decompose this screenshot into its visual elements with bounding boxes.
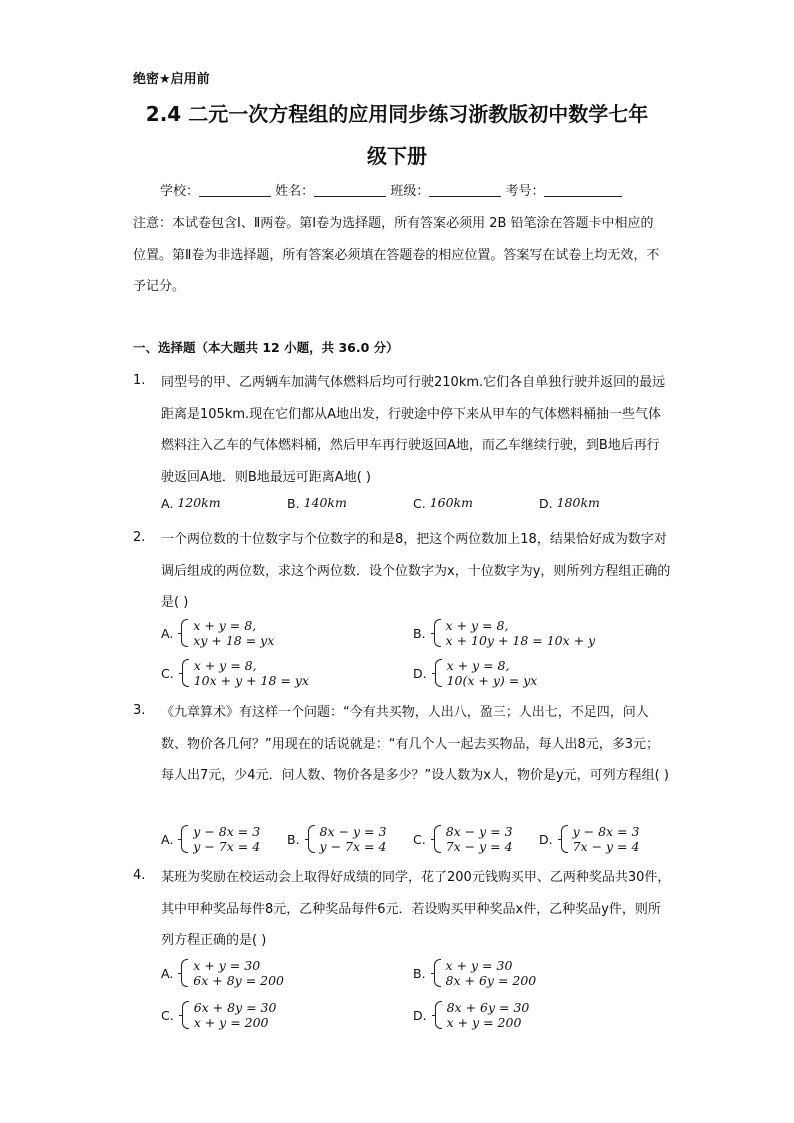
option-b[interactable]	[287, 495, 347, 511]
option-label: B.	[413, 965, 426, 981]
equation-system: 6x + 8y = 30 x + y = 200	[182, 1000, 277, 1030]
confidential-label: 绝密★启用前	[133, 72, 210, 87]
question-number: 3.	[133, 703, 146, 718]
option-label: B.	[287, 831, 300, 847]
option-c[interactable]	[413, 824, 513, 854]
equation-system: x + y = 30 6x + 8y = 200	[181, 958, 284, 988]
option-b[interactable]	[413, 958, 536, 988]
option-b[interactable]	[287, 824, 386, 854]
school-blank[interactable]	[199, 182, 271, 197]
option-c[interactable]	[161, 1000, 276, 1030]
section-heading: 一、选择题（本大题共 12 小题，共 36.0 分）	[133, 340, 399, 355]
equation-system: y − 8x = 3 7x − y = 4	[561, 824, 640, 854]
option-label: A.	[161, 831, 174, 847]
option-label: C.	[413, 831, 426, 847]
option-a[interactable]	[161, 495, 221, 511]
exam-no-blank[interactable]	[544, 182, 622, 197]
option-label: A.	[161, 625, 174, 641]
option-c[interactable]	[161, 658, 309, 688]
equation-system: y − 8x = 3 y − 7x = 4	[181, 824, 260, 854]
option-a[interactable]	[161, 958, 284, 988]
option-label: D.	[413, 665, 427, 681]
option-a[interactable]	[161, 618, 274, 648]
option-b[interactable]	[413, 618, 595, 648]
option-label: A.	[161, 496, 174, 511]
name-label: 姓名：	[275, 184, 315, 199]
page-title-line2: 级下册	[367, 144, 427, 168]
option-d[interactable]	[539, 495, 600, 511]
option-a[interactable]	[161, 824, 260, 854]
class-blank[interactable]	[429, 182, 501, 197]
option-label: C.	[413, 496, 426, 511]
option-text: 120km	[177, 495, 221, 510]
option-d[interactable]	[539, 824, 639, 854]
equation-system: x + y = 8, x + 10y + 18 = 10x + y	[434, 618, 596, 648]
option-label: A.	[161, 965, 174, 981]
equation-system: x + y = 30 8x + 6y = 200	[434, 958, 537, 988]
option-label: C.	[161, 665, 174, 681]
equation-system: x + y = 8, 10(x + y) = yx	[435, 658, 538, 688]
question-stem: 一个两位数的十位数字与个位数字的和是8，把这个两位数加上18，结果恰好成为数字对调后组成的两位数，求这个两位数．设个位数字为x，十位数字为y，则所列方程组正确的是( )	[161, 532, 671, 610]
exam-notice: 注意：本试卷包含Ⅰ、Ⅱ两卷。第Ⅰ卷为选择题，所有答案必须用 2B 铅笔涂在答题卡中相应的位置。第Ⅱ卷为非选择题，所有答案必须填在答题卷的相应位置。答案写在试卷上均无效，不予记分。	[133, 216, 660, 294]
option-text: 160km	[429, 495, 473, 510]
exam-no-label: 考号：	[505, 184, 545, 199]
option-label: D.	[413, 1007, 427, 1023]
option-c[interactable]	[413, 495, 473, 511]
option-label: D.	[539, 496, 553, 511]
equation-system: 8x + 6y = 30 x + y = 200	[435, 1000, 530, 1030]
equation-system: x + y = 8, xy + 18 = yx	[181, 618, 274, 648]
option-text: 180km	[556, 495, 600, 510]
equation-system: 8x − y = 3 y − 7x = 4	[308, 824, 387, 854]
question-number: 2.	[133, 530, 146, 545]
option-label: C.	[161, 1007, 174, 1023]
name-blank[interactable]	[314, 182, 386, 197]
equation-system: 8x − y = 3 7x − y = 4	[434, 824, 513, 854]
question-number: 4.	[133, 868, 146, 883]
option-text: 140km	[303, 495, 347, 510]
question-stem: 同型号的甲、乙两辆车加满气体燃料后均可行驶210km.它们各自单独行驶并返回的最远距离是105km.现在它们都从A地出发，行驶途中停下来从甲车的气体燃料桶抽一些气体燃料注入乙车的气体燃料桶，然后甲车再行驶返回A地，而乙车继续行驶，到B地后再行驶返回A地．则B地最远可距离A地( )	[161, 375, 666, 485]
question-stem: 某班为奖励在校运动会上取得好成绩的同学，花了200元钱购买甲、乙两种奖品共30件，其中甲种奖品每件8元，乙种奖品每件6元．若设购买甲种奖品x件，乙种奖品y件，则所列方程正确的是( )	[161, 870, 671, 948]
school-label: 学校：	[160, 184, 200, 199]
question-number: 1.	[133, 373, 146, 388]
question-stem: 《九章算术》有这样一个问题：“今有共买物，人出八，盈三；人出七，不足四，问人数、物价各几何？”用现在的话说就是：“有几个人一起去买物品，每人出8元，多3元；每人出7元，少4元．问人数、物价各是多少？”设人数为x人，物价是y元，可列方程组( )	[161, 705, 669, 783]
option-label: B.	[413, 625, 426, 641]
option-d[interactable]	[413, 1000, 529, 1030]
student-info-fields	[160, 180, 622, 199]
class-label: 班级：	[390, 184, 430, 199]
option-label: B.	[287, 496, 300, 511]
option-d[interactable]	[413, 658, 537, 688]
equation-system: x + y = 8, 10x + y + 18 = yx	[182, 658, 309, 688]
page-title-line1: 2.4 二元一次方程组的应用同步练习浙教版初中数学七年	[145, 102, 649, 126]
option-label: D.	[539, 831, 553, 847]
